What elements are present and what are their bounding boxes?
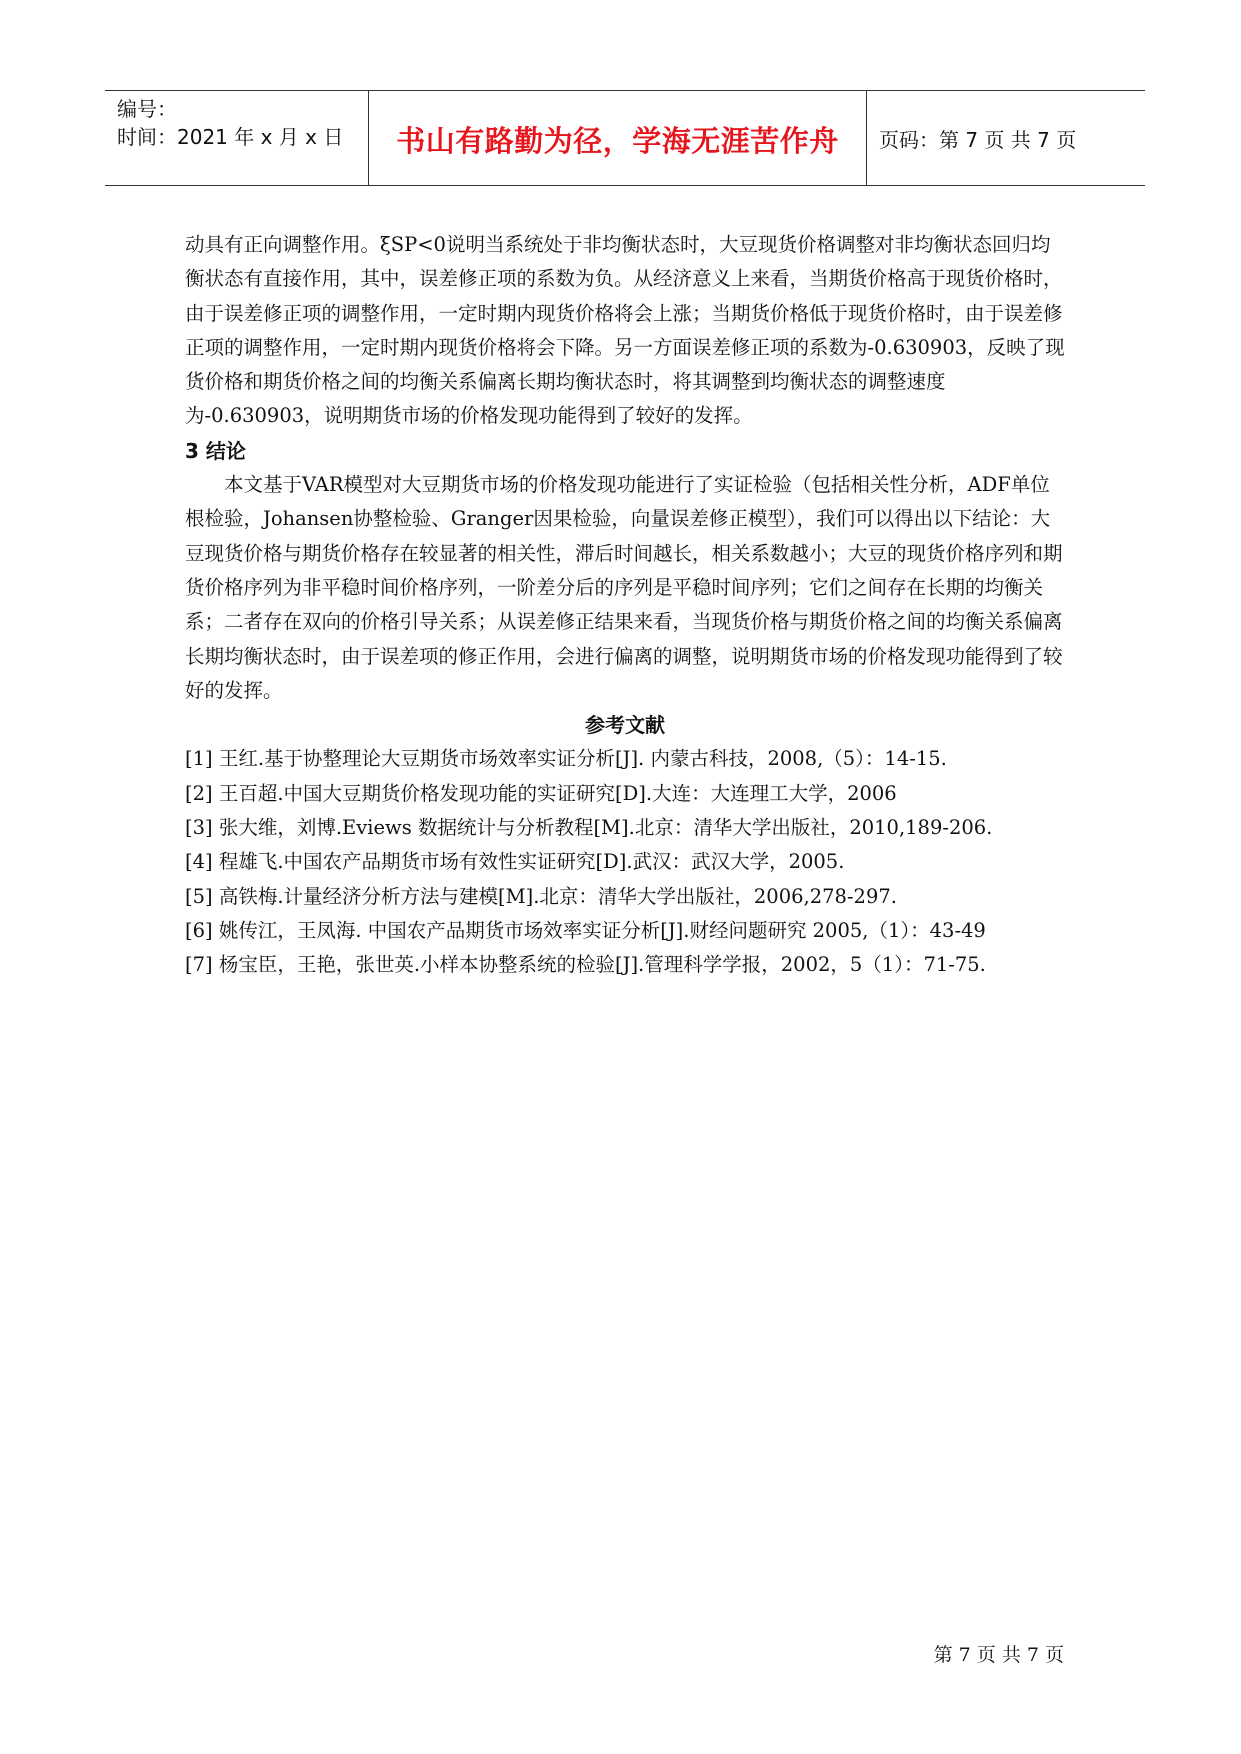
document-number-label: 编号： — [117, 97, 177, 121]
header-middle-cell — [369, 91, 867, 185]
references-title: 参考文献 — [585, 713, 665, 738]
reference-item: [4] 程雄飞.中国农产品期货市场有效性实证研究[D].武汉：武汉大学，2005. — [185, 850, 845, 874]
paragraph-conclusion: 本文基于VAR模型对大豆期货市场的价格发现功能进行了实证检验（包括相关性分析，ADF单位根检验，Johansen协整检验、Granger因果检验，向量误差修正模型），我们可以得出以下结论：大豆现货价格与期货价格存在较显著的相关性，滞后时间越长，相关系数越小；大豆的现货价格序列和期货价格序列为非平稳时间价格序列，一阶差分后的序列是平稳时间序列；它们之间存在长期的均衡关系；二者存在双向的价格引导关系；从误差修正结果来看，当现货价格与期货价格之间的均衡关系偏离长期均衡状态时，由于误差项的修正作用，会进行偏离的调整，说明期货市场的价格发现功能得到了较好的发挥。 — [185, 473, 1063, 702]
document-body — [185, 228, 1065, 983]
header-motto: 书山有路勤为径，学海无涯苦作舟 — [396, 124, 839, 158]
reference-item: [3] 张大维，刘博.Eviews 数据统计与分析教程[M].北京：清华大学出版社，2010,189-206. — [185, 816, 993, 840]
reference-item: [6] 姚传江，王凤海. 中国农产品期货市场效率实证分析[J].财经问题研究 2005,（1）：43-49 — [185, 918, 986, 942]
header-right-cell — [867, 91, 1145, 185]
page-header — [105, 90, 1145, 186]
references-list — [185, 742, 1065, 982]
paragraph-continued: 动具有正向调整作用。ξSP<0说明当系统处于非均衡状态时，大豆现货价格调整对非均衡状态回归均衡状态有直接作用，其中，误差修正项的系数为负。从经济意义上来看，当期货价格高于现货价格时，由于误差修正项的调整作用，一定时期内现货价格将会上涨；当期货价格低于现货价格时，由于误差修正项的调整作用，一定时期内现货价格将会下降。另一方面误差修正项的系数为-0.630903，反映了现货价格和期货价格之间的均衡关系偏离长期均衡状态时，将其调整到均衡状态的调整速度为-0.630903，说明期货市场的价格发现功能得到了较好的发挥。 — [185, 233, 1065, 428]
header-page-info: 页码：第 7 页 共 7 页 — [879, 128, 1077, 152]
page-footer: 第 7 页 共 7 页 — [933, 1644, 1064, 1666]
reference-item: [7] 杨宝臣，王艳，张世英.小样本协整系统的检验[J].管理科学学报，2002，5（1）：71-75. — [185, 953, 986, 977]
reference-item: [2] 王百超.中国大豆期货价格发现功能的实证研究[D].大连：大连理工大学，2006 — [185, 781, 897, 805]
header-left-cell — [105, 91, 369, 185]
section-title: 3 结论 — [185, 438, 246, 463]
reference-item: [1] 王红.基于协整理论大豆期货市场效率实证分析[J]. 内蒙古科技，2008,（5）：14-15. — [185, 747, 947, 771]
document-time-label: 时间：2021 年 x 月 x 日 — [117, 125, 344, 149]
reference-item: [5] 高铁梅.计量经济分析方法与建模[M].北京：清华大学出版社，2006,278-297. — [185, 884, 897, 908]
